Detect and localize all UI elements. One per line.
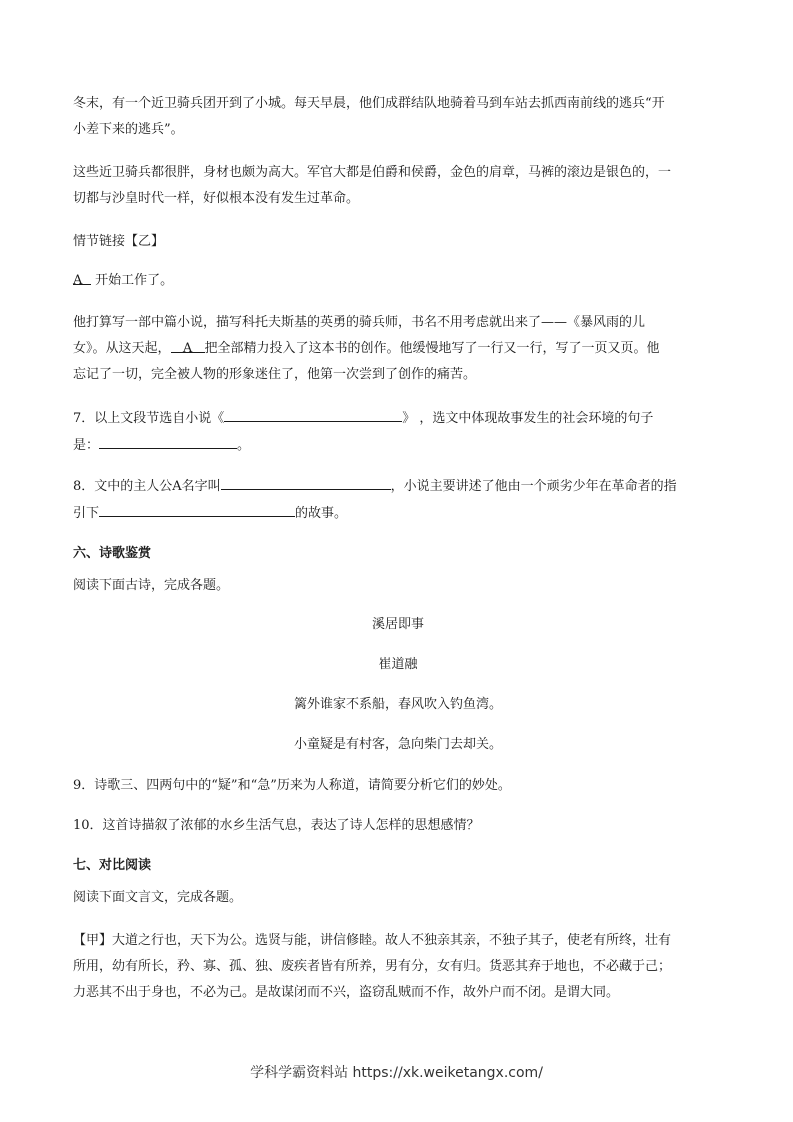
poem-title: 溪居即事 — [371, 617, 424, 632]
passage-paragraph-2 — [73, 160, 723, 212]
text-line: 他打算写一部中篇小说，描写科托夫斯基的英勇的骑兵师，书名不用考虑就出来了——《暴风雨的儿 — [73, 315, 646, 330]
passage-paragraph-1 — [73, 91, 723, 143]
text-line: 【甲】大道之行也，天下为公。选贤与能，讲信修睦。故人不独亲其亲，不独子其子，使老有所终，壮有 — [73, 933, 672, 948]
text-line: 切都与沙皇时代一样，好似根本没有发生过革命。 — [73, 191, 360, 206]
question-7: 7．以上文段节选自小说《 》 ，选文中体现故事发生的社会环境的句子 是： 。 — [73, 405, 723, 459]
text-line: 忘记了一切，完全被人物的形象迷住了，他第一次尝到了创作的痛苦。 — [73, 367, 477, 382]
section-6-instruction: 阅读下面古诗，完成各题。 — [73, 578, 230, 593]
passage-paragraph-3: A 开始工作了。 — [73, 268, 723, 294]
blank-a: A — [171, 336, 205, 353]
text-line: 所用，幼有所长，矜、寡、孤、独、废疾者皆有所养，男有分，女有归。货恶其弃于地也，不必藏于己； — [73, 959, 672, 974]
question-8: 8．文中的主人公A名字叫 ，小说主要讲述了他由一个顽劣少年在革命者的指 引下 的故事。 — [73, 473, 723, 527]
footer-watermark: 学科学霸资料站 https://xk.weiketangx.com/ — [250, 1065, 543, 1081]
answer-blank-protagonist-name[interactable] — [221, 473, 391, 490]
text-line: 这些近卫骑兵都很胖，身材也颇为高大。军官大都是伯爵和侯爵，金色的肩章，马裤的滚边是银色的，一 — [73, 165, 672, 180]
answer-blank-story-summary[interactable] — [99, 500, 295, 517]
passage-paragraph-4: 他打算写一部中篇小说，描写科托夫斯基的英勇的骑兵师，书名不用考虑就出来了——《暴风雨的儿 女》。从这天起， A 把全部精力投入了这本书的创作。他缓慢地写了一行又一行，写了一页又页。他 忘记了一切，完全被人物的形象迷住了，他第一次尝到了创作的痛苦。 — [73, 310, 723, 388]
answer-blank-novel-title[interactable] — [224, 405, 402, 422]
passage-jia — [73, 928, 723, 1006]
blank-a: A — [73, 268, 91, 285]
question-9: 9．诗歌三、四两句中的“疑”和“急”历来为人称道，请简要分析它们的妙处。 — [73, 778, 511, 793]
poem-author: 崔道融 — [378, 657, 418, 672]
text-line: 小差下来的逃兵”。 — [73, 122, 184, 137]
plot-link-label: 情节链接【乙】 — [73, 234, 165, 249]
section-7-heading: 七、对比阅读 — [73, 858, 152, 873]
section-6-heading: 六、诗歌鉴赏 — [73, 546, 152, 561]
text-line: 力恶其不出于身也，不必为己。是故谋闭而不兴，盗窃乱贼而不作，故外户而不闭。是谓大同。 — [73, 985, 620, 1000]
section-7-instruction: 阅读下面文言文，完成各题。 — [73, 890, 243, 905]
text-line: 冬末，有一个近卫骑兵团开到了小城。每天早晨，他们成群结队地骑着马到车站去抓西南前线的逃兵“开 — [73, 96, 665, 111]
poem-line-2: 小童疑是有村客，急向柴门去却关。 — [293, 737, 502, 752]
answer-blank-environment-sentence[interactable] — [99, 432, 237, 449]
poem-line-1: 篱外谁家不系船，春风吹入钓鱼湾。 — [293, 697, 502, 712]
question-10: 10．这首诗描叙了浓郁的水乡生活气息，表达了诗人怎样的思想感情？ — [73, 818, 480, 833]
